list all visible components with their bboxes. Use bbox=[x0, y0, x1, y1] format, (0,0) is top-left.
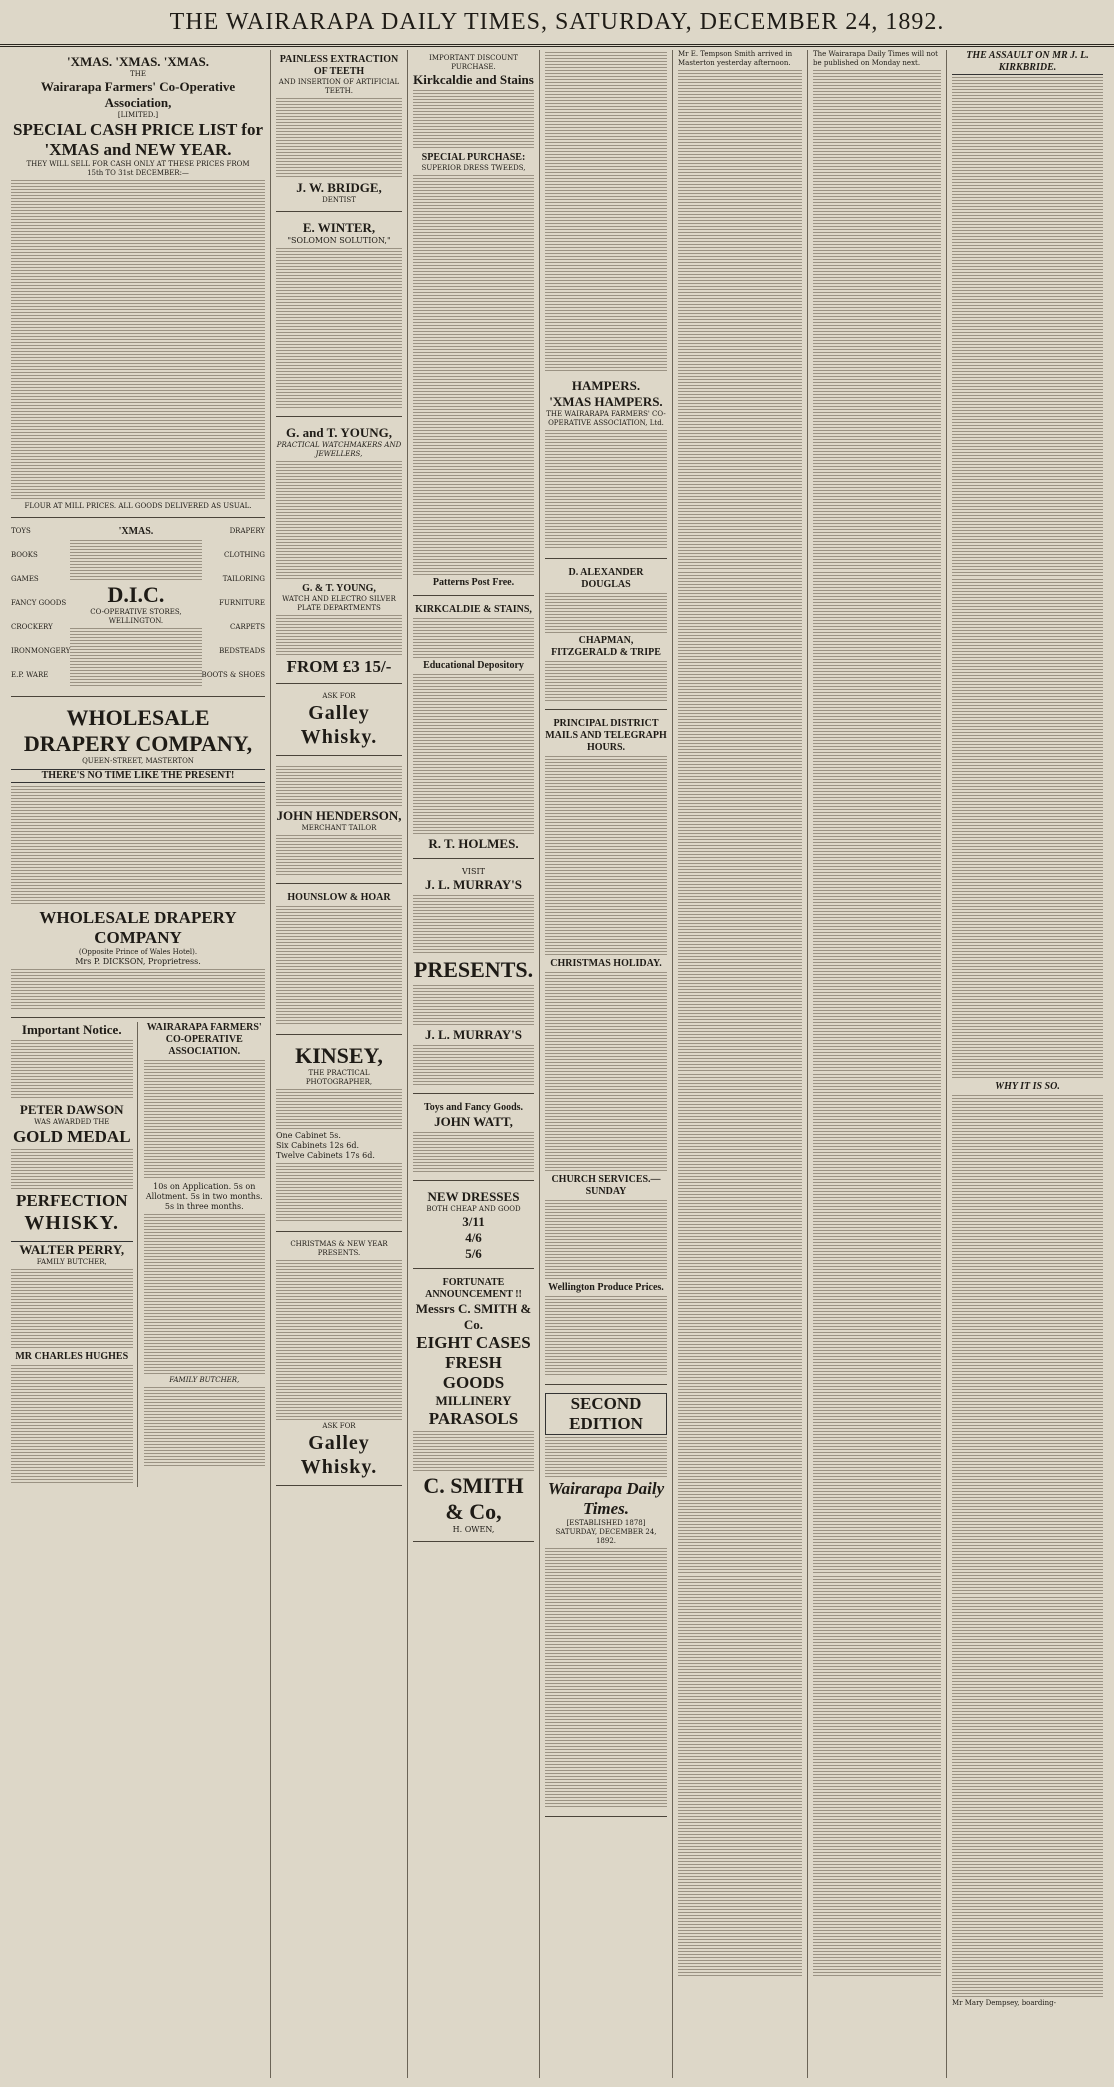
dic-ad bbox=[11, 522, 265, 697]
watches-text: WATCH AND ELECTRO SILVER PLATE DEPARTMENTS bbox=[282, 595, 396, 612]
kinsey-body bbox=[276, 1089, 402, 1129]
painless-body bbox=[276, 98, 402, 178]
col6-lead: The Wairarapa Daily Times will not be published on Monday next. bbox=[813, 50, 938, 67]
douglas-body bbox=[545, 593, 667, 633]
wdc-opp: (Opposite Prince of Wales Hotel). bbox=[78, 948, 198, 956]
gold-body bbox=[11, 1149, 133, 1189]
special-body bbox=[413, 175, 534, 575]
edition-body bbox=[545, 1437, 667, 1477]
notice-body bbox=[11, 1040, 133, 1100]
col1-left-sub bbox=[11, 1022, 138, 1487]
murray-body bbox=[413, 895, 534, 955]
why-heading: WHY IT IS SO. bbox=[995, 1081, 1060, 1092]
hampers-2: 'XMAS HAMPERS. bbox=[549, 394, 663, 409]
visit-label: VISIT bbox=[462, 867, 485, 876]
winter-ad bbox=[276, 216, 402, 417]
dic-item: CLOTHING bbox=[224, 551, 265, 559]
shares-body bbox=[144, 1214, 266, 1374]
henderson-body bbox=[276, 835, 402, 875]
parasols: PARASOLS bbox=[428, 1409, 519, 1428]
silk-text: SUPERIOR DRESS TWEEDS, bbox=[421, 164, 526, 172]
cabinet-12: Twelve Cabinets 17s 6d. bbox=[276, 1151, 375, 1160]
awarded-text: WAS AWARDED THE bbox=[34, 1118, 110, 1126]
henderson-ad bbox=[276, 760, 402, 884]
presents-heading: PRESENTS. bbox=[413, 957, 534, 982]
hounslow-body bbox=[276, 906, 402, 1026]
present-heading: THERE'S NO TIME LIKE THE PRESENT! bbox=[11, 769, 265, 783]
why-body-2 bbox=[952, 1597, 1103, 1997]
presents-ad bbox=[276, 1236, 402, 1486]
dic-right-list bbox=[202, 526, 265, 690]
dic-item: TOYS bbox=[11, 527, 31, 535]
wdc-street: QUEEN-STREET, MASTERTON bbox=[82, 757, 194, 765]
dic-item: BEDSTEADS bbox=[219, 647, 265, 655]
editorial-body bbox=[545, 1548, 667, 1808]
wdc-title-2: WHOLESALE DRAPERY COMPANY bbox=[39, 908, 237, 947]
assault-body-2 bbox=[952, 579, 1103, 1079]
dic-item: BOOKS bbox=[11, 551, 38, 559]
dates-text: 15th TO 31st DECEMBER:— bbox=[87, 169, 189, 177]
mail-heading: PRINCIPAL DISTRICT MAILS AND TELEGRAPH HOURS. bbox=[545, 718, 667, 753]
why-body bbox=[952, 1095, 1103, 1595]
dic-body-2 bbox=[70, 628, 201, 688]
kinsey-body-2 bbox=[276, 1163, 402, 1223]
wdc-title: WHOLESALE DRAPERY COMPANY, bbox=[23, 705, 253, 756]
dic-title: D.I.C. bbox=[107, 582, 165, 607]
produce-heading: Wellington Produce Prices. bbox=[548, 1282, 664, 1293]
assault-body bbox=[952, 77, 1103, 577]
saturday-date: SATURDAY, DECEMBER 24, 1892. bbox=[555, 1528, 657, 1545]
chapman-body bbox=[545, 661, 667, 701]
cabinet-6: Six Cabinets 12s 6d. bbox=[276, 1141, 359, 1150]
hounslow-name: HOUNSLOW & HOAR bbox=[287, 892, 391, 903]
young-name: G. and T. YOUNG, bbox=[286, 425, 392, 440]
watt-ad bbox=[413, 1098, 534, 1181]
painless-sub: AND INSERTION OF ARTIFICIAL TEETH. bbox=[278, 78, 400, 95]
new-dresses: NEW DRESSES bbox=[427, 1189, 520, 1204]
col5-body-1 bbox=[678, 70, 802, 570]
wfc-body bbox=[144, 1060, 266, 1180]
murray-name-2: J. L. MURRAY'S bbox=[424, 1027, 523, 1042]
dic-left-list bbox=[11, 526, 70, 690]
dic-item: DRAPERY bbox=[229, 527, 265, 535]
assault-heading: THE ASSAULT ON MR J. L. KIRKBRIDE. bbox=[952, 50, 1103, 75]
hughes-body bbox=[11, 1365, 133, 1485]
murray-name: J. L. MURRAY'S bbox=[424, 877, 523, 892]
wdc-body bbox=[11, 786, 265, 906]
dic-item: CROCKERY bbox=[11, 623, 53, 631]
wfc-4: THE WAIRARAPA FARMERS' CO-OPERATIVE ASSOCIATION, Ltd. bbox=[546, 410, 666, 427]
whisky-heading: WHISKY. bbox=[24, 1212, 120, 1234]
galley-heading-2: Galley Whisky. bbox=[300, 1432, 378, 1478]
painless-heading: PAINLESS EXTRACTION OF TEETH bbox=[279, 54, 399, 77]
masthead: THE WAIRARAPA DAILY TIMES, SATURDAY, DECEMBER 24, 1892. bbox=[0, 0, 1114, 47]
dic-item: FURNITURE bbox=[219, 599, 265, 607]
smith-body bbox=[413, 1431, 534, 1471]
price-1: 3/11 bbox=[462, 1214, 485, 1229]
sell-at-text: THEY WILL SELL FOR CASH ONLY AT THESE PRICES FROM bbox=[26, 160, 250, 168]
watt-name: JOHN WATT, bbox=[434, 1114, 513, 1129]
column-6 bbox=[808, 50, 947, 2078]
perry-body bbox=[11, 1269, 133, 1349]
wholesale-drapery-ad bbox=[11, 701, 265, 1018]
young-name-2: G. & T. YOUNG, bbox=[302, 583, 376, 594]
winter-name: E. WINTER, bbox=[302, 220, 376, 235]
kinsey-ad bbox=[276, 1039, 402, 1232]
column-7 bbox=[947, 50, 1108, 2078]
hounslow-ad bbox=[276, 888, 402, 1035]
farmers-coop-price-list-ad bbox=[11, 50, 265, 518]
bridge-sub: DENTIST bbox=[322, 196, 356, 204]
mail-ad bbox=[545, 714, 667, 1385]
col5-body-2 bbox=[678, 572, 802, 1072]
flour-text: FLOUR AT MILL PRICES. ALL GOODS DELIVERED AS USUAL. bbox=[24, 502, 252, 510]
patterns-text: Patterns Post Free. bbox=[432, 577, 515, 588]
dic-sub: CO-OPERATIVE STORES, WELLINGTON. bbox=[90, 608, 182, 625]
price-heading: FROM £3 15/- bbox=[286, 657, 392, 676]
dic-item: TAILORING bbox=[222, 575, 265, 583]
henderson-intro bbox=[276, 766, 402, 806]
galley-ad bbox=[276, 688, 402, 756]
gold-medal: GOLD MEDAL bbox=[12, 1127, 131, 1146]
ks-body bbox=[413, 618, 534, 658]
christmas-holiday: CHRISTMAS HOLIDAY. bbox=[550, 958, 662, 969]
the-label: THE bbox=[130, 70, 146, 78]
fortunate: FORTUNATE ANNOUNCEMENT !! bbox=[425, 1277, 522, 1300]
douglas: D. ALEXANDER DOUGLAS bbox=[568, 567, 644, 590]
csmith-name: C. SMITH & Co, bbox=[423, 1473, 524, 1524]
kirkcaldie-ad bbox=[413, 50, 534, 596]
walter-perry: WALTER PERRY, bbox=[11, 1241, 133, 1258]
hampers: HAMPERS. bbox=[571, 378, 641, 393]
chapman: CHAPMAN, FITZGERALD & TRIPE bbox=[551, 635, 661, 658]
col6-body-3 bbox=[813, 1074, 941, 1574]
limited-label: [LIMITED.] bbox=[117, 111, 159, 119]
established: [ESTABLISHED 1878] bbox=[566, 1519, 646, 1527]
price-2: 4/6 bbox=[465, 1230, 482, 1245]
douglas-ad bbox=[545, 563, 667, 710]
winter-sub: "SOLOMON SOLUTION," bbox=[287, 236, 391, 245]
kirkcaldie-name: Kirkcaldie and Stains bbox=[413, 72, 534, 87]
ks-ad bbox=[413, 600, 534, 859]
dic-item: E.P. WARE bbox=[11, 671, 49, 679]
discount-text: IMPORTANT DISCOUNT PURCHASE. bbox=[429, 54, 518, 71]
column-1 bbox=[6, 50, 271, 2078]
mail-body bbox=[545, 756, 667, 956]
presents-body bbox=[276, 1260, 402, 1420]
kinsey-sub: THE PRACTICAL PHOTOGRAPHER, bbox=[305, 1069, 373, 1086]
price-3: 5/6 bbox=[465, 1246, 482, 1261]
watches-body bbox=[276, 615, 402, 655]
charles-hughes: MR CHARLES HUGHES bbox=[15, 1351, 129, 1362]
important-notice: Important Notice. bbox=[21, 1022, 122, 1037]
dic-body bbox=[70, 540, 201, 580]
butcher-label: FAMILY BUTCHER, bbox=[169, 1376, 240, 1384]
perfection-heading: PERFECTION bbox=[16, 1191, 128, 1210]
dic-item: GAMES bbox=[11, 575, 39, 583]
edition-block bbox=[545, 1389, 667, 1817]
owen-name: H. OWEN, bbox=[452, 1525, 495, 1534]
young-ad bbox=[276, 421, 402, 684]
winter-body bbox=[276, 248, 402, 408]
holmes-name: R. T. HOLMES. bbox=[428, 836, 519, 851]
hampers-body bbox=[545, 430, 667, 550]
col5-lead: Mr E. Tempson Smith arrived in Masterton yesterday afternoon. bbox=[678, 50, 793, 67]
presents-body-3 bbox=[413, 985, 534, 1025]
dresses-ad bbox=[413, 1185, 534, 1269]
wdc-prop: Mrs P. DICKSON, Proprietress. bbox=[75, 957, 201, 966]
bridge-name: J. W. BRIDGE, bbox=[296, 180, 382, 195]
col6-body-4 bbox=[813, 1576, 941, 1976]
hampers-ad bbox=[545, 374, 667, 559]
henderson-name: JOHN HENDERSON, bbox=[276, 808, 402, 823]
special-heading: SPECIAL PURCHASE: bbox=[421, 152, 526, 163]
cartes-text: CHRISTMAS & NEW YEAR PRESENTS. bbox=[290, 1240, 388, 1257]
dic-item: FANCY GOODS bbox=[11, 599, 67, 607]
col6-body-1 bbox=[813, 70, 941, 570]
ask-label-2: ASK FOR bbox=[322, 1422, 356, 1430]
ks-name: KIRKCALDIE & STAINS, bbox=[415, 604, 532, 615]
perry-sub: FAMILY BUTCHER, bbox=[36, 1258, 107, 1266]
times-heading: Wairarapa Daily Times. bbox=[547, 1479, 665, 1518]
column-4 bbox=[540, 50, 673, 2078]
smith-name: Messrs C. SMITH & Co. bbox=[415, 1301, 532, 1332]
kirkcaldie-body bbox=[413, 90, 534, 150]
wdc-note bbox=[11, 969, 265, 1009]
produce-body bbox=[545, 1296, 667, 1376]
murray-ad bbox=[413, 863, 534, 1094]
toys-heading: Toys and Fancy Goods. bbox=[423, 1102, 524, 1113]
column-2 bbox=[271, 50, 408, 2078]
col5-body-3 bbox=[678, 1074, 802, 1574]
dic-item: BOOTS & SHOES bbox=[201, 671, 265, 679]
col7-end: Mr Mary Dempsey, boarding- bbox=[952, 1999, 1056, 2007]
column-5 bbox=[673, 50, 808, 2078]
painless-ad bbox=[276, 50, 402, 212]
henderson-sub: MERCHANT TAILOR bbox=[301, 824, 377, 832]
col1-right-sub bbox=[144, 1022, 266, 1487]
peter-dawson: PETER DAWSON bbox=[19, 1102, 124, 1117]
dic-item: CARPETS bbox=[230, 623, 265, 631]
col4-article bbox=[545, 52, 667, 372]
dic-item: IRONMONGERY bbox=[11, 647, 71, 655]
price-list-heading: SPECIAL CASH PRICE LIST for 'XMAS and NEW YEAR. bbox=[12, 120, 264, 159]
galley-heading: Galley Whisky. bbox=[300, 702, 378, 748]
ask-label: ASK FOR bbox=[322, 692, 356, 700]
kinsey-name: KINSEY, bbox=[295, 1043, 383, 1068]
col6-body-2 bbox=[813, 572, 941, 1072]
educational-body bbox=[413, 674, 534, 834]
col5-body-4 bbox=[678, 1576, 802, 1976]
smith-ad bbox=[413, 1273, 534, 1542]
assoc-heading: Wairarapa Farmers' Co-Operative Association, bbox=[40, 79, 236, 110]
watt-body bbox=[413, 1132, 534, 1172]
holiday-body bbox=[545, 972, 667, 1172]
millinery: MILLINERY bbox=[435, 1393, 512, 1408]
eight-cases: EIGHT CASES bbox=[416, 1333, 531, 1352]
column-3 bbox=[408, 50, 540, 2078]
butcher-body bbox=[144, 1387, 266, 1467]
church-body bbox=[545, 1200, 667, 1280]
church-heading: CHURCH SERVICES.—SUNDAY bbox=[551, 1174, 661, 1197]
educational-heading: Educational Depository bbox=[423, 660, 524, 671]
xmas-heading: 'XMAS. 'XMAS. 'XMAS. bbox=[67, 54, 209, 69]
murray-body-2 bbox=[413, 1045, 534, 1085]
dic-xmas: 'XMAS. bbox=[118, 526, 154, 537]
fresh-goods: FRESH GOODS bbox=[442, 1353, 505, 1392]
young-body bbox=[276, 461, 402, 581]
cabinet-1: One Cabinet 5s. bbox=[276, 1131, 341, 1140]
dresses-sub: BOTH CHEAP AND GOOD bbox=[426, 1205, 521, 1213]
price-list-body bbox=[11, 180, 265, 500]
wfc-title: WAIRARAPA FARMERS' CO-OPERATIVE ASSOCIATION. bbox=[146, 1022, 262, 1057]
second-edition: SECOND EDITION bbox=[545, 1393, 667, 1435]
shares-text: 10s on Application. 5s on Allotment. 5s in two months. 5s in three months. bbox=[145, 1182, 263, 1211]
young-sub: PRACTICAL WATCHMAKERS AND JEWELLERS, bbox=[276, 441, 402, 458]
